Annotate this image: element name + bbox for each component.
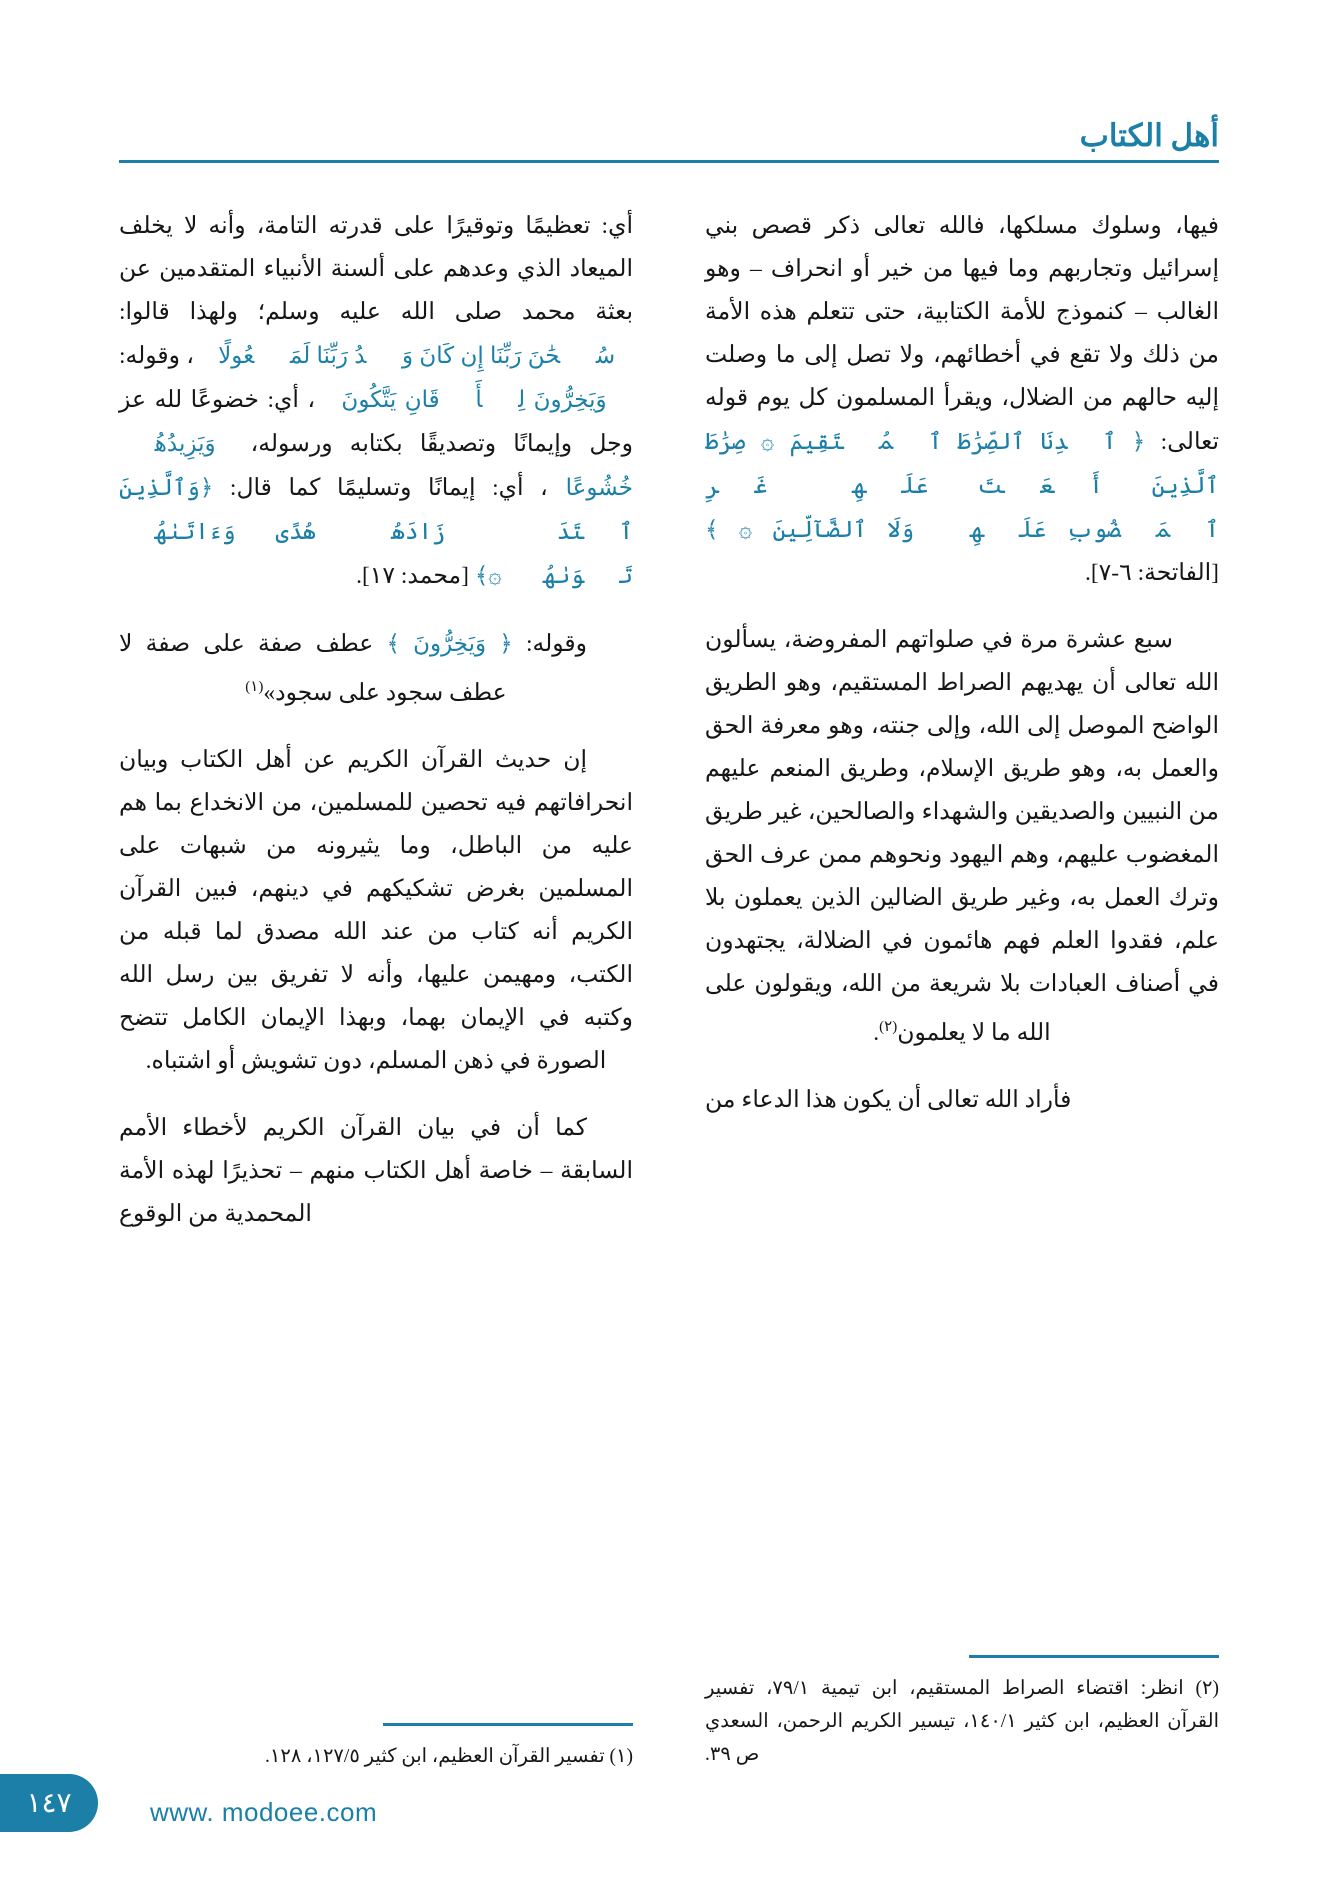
paragraph-text: إن حديث القرآن الكريم عن أهل الكتاب وبيان انحرافاتهم فيه تحصين للمسلمين، من الانخداع بما هم عليه من الباطل، وما يثيرونه من شبهات على المسلمين بغرض تشكيكهم في دينهم، فبين القرآن الكريم أنه كتاب من عند الله مصدق لما قبله من الكتب، ومهيمن عليها، وأنه لا تفريق بين رسل الله وكتبه في الإيمان بهما، وبهذا الإيمان الكامل تتضح الصورة في ذهن المسلم، دون تشويش أو اشتباه.: [119, 746, 633, 1074]
quran-verse: ﴿ وَيَخِرُّونَ ﴾: [386, 631, 513, 656]
website-url[interactable]: www. modoee.com: [150, 1797, 378, 1827]
paragraph: [705, 1079, 1219, 1122]
paragraph-text: وقوله:: [512, 631, 588, 657]
quran-verse: ﴿وَيَزِيدُهُمۡ خُشُوعًا﴾: [119, 431, 633, 500]
quran-verse: ﴿وَٱلَّذِينَ ٱهۡتَدَوۡا۟ زَادَهُمۡ هُدًى وَءَاتَىٰهُمۡ تَقۡوَىٰهُمۡ ۞﴾: [119, 475, 633, 588]
quran-verse: ﴿سُبۡحَٰنَ رَبِّنَا إِن كَانَ وَعۡدُ رَبِّنَا لَمَفۡعُولًا ﴾: [193, 343, 633, 368]
paragraph: [705, 205, 1219, 595]
connector-text: ، أي: خضوعًا لله عز وجل وإيمانًا وتصديقًا بكتابه ورسوله،: [119, 387, 633, 457]
page-number-badge: [0, 1774, 98, 1832]
quran-verse: ﴿ وَيَخِرُّونَ لِلۡأَذۡقَانِ يَتَّكُونَ ﴾: [315, 387, 633, 412]
footnote-block-left: [119, 1723, 633, 1773]
column-right: [705, 205, 1219, 1238]
footnote-divider: [383, 1723, 633, 1726]
footnote-marker: (١): [245, 679, 264, 695]
paragraph: سبع عشرة مرة في صلواتهم المفروضة، يسألون الله تعالى أن يهديهم الصراط المستقيم، وهو الطريق الواضح الموصل إلى الله، وإلى جنته، وهو معرفة الحق والعمل به، وهو طريق الإسلام، وطريق المنعم عليهم من النبيين والصديقين والشهداء والصالحين، غير طريق المغضوب عليهم، وهم اليهود ونحوهم ممن عرف الحق وترك العمل به، وغير طريق الضالين الذين يعملون بلا علم، فقدوا العلم فهم هائمون في الضلالة، يجتهدون في أصناف العبادات بلا شريعة من الله، ويقولون على الله ما لا يعلمون$^{(٢)}$.: [705, 627, 1219, 1046]
paragraph-text: أي: تعظيمًا وتوقيرًا على قدرته التامة، وأنه لا يخلف الميعاد الذي وعدهم على ألسنة الأنبياء المتقدمين عن بعثة محمد صلى الله عليه وسلم؛ ولهذا قالوا:: [119, 213, 633, 325]
footnote-marker: (٢): [879, 1019, 898, 1035]
page-header: [119, 120, 1219, 163]
footnote-text: (١) تفسير القرآن العظيم، ابن كثير ١٢٧/٥، ١٢٨.: [265, 1745, 633, 1767]
paragraph-text: فأراد الله تعالى أن يكون هذا الدعاء من: [705, 1086, 1072, 1113]
paragraph-text: عطف صفة على صفة لا عطف سجود على سجود»: [119, 631, 507, 706]
verse-reference: [محمد: ١٧].: [356, 563, 469, 589]
paragraph-text: سبع عشرة مرة في صلواتهم المفروضة، يسألون الله تعالى أن يهديهم الصراط المستقيم، وهو الطريق الواضح الموصل إلى الله، وإلى جنته، وهو معرفة الحق والعمل به، وهو طريق الإسلام، وطريق المنعم عليهم من النبيين والصديقين والشهداء والصالحين، غير طريق المغضوب عليهم، وهم اليهود ونحوهم ممن عرف الحق وترك العمل به، وغير طريق الضالين الذين يعملون بلا علم، فقدوا العلم فهم هائمون في الضلالة، يجتهدون في أصناف العبادات بلا شريعة من الله، ويقولون على الله ما لا يعلمون: [705, 627, 1219, 1046]
footnote-block-right: [705, 1655, 1219, 1771]
quran-verse: ﴿ ٱهۡدِنَا ٱلصِّرَٰطَ ٱلۡمُسۡتَقِيمَ ۞ صِرَٰطَ ٱلَّذِينَ أَنۡعَمۡتَ عَلَيۡهِمۡ غَيۡرِ ٱلۡمَغۡضُوبِ عَلَيۡهِمۡ وَلَا ٱلضَّآلِّينَ ۞ ﴾: [705, 429, 1219, 542]
book-title: أهل الكتاب: [1079, 118, 1219, 153]
header-divider: [119, 160, 1219, 163]
page-footer: [0, 1770, 1339, 1890]
footnote-text: (٢) انظر: اقتضاء الصراط المستقيم، ابن تيمية ٧٩/١، تفسير القرآن العظيم، ابن كثير ١٤٠/١، تيسير الكريم الرحمن، السعدي ص ٣٩.: [705, 1677, 1220, 1765]
footnote-divider: [969, 1655, 1219, 1658]
column-left: [119, 205, 633, 1238]
paragraph: [119, 205, 633, 598]
page-number: ١٤٧: [26, 1788, 72, 1819]
connector-text: ، وقوله:: [119, 343, 194, 369]
paragraph: [119, 739, 633, 1083]
verse-reference: [الفاتحة: ٦-٧].: [1084, 560, 1219, 586]
paragraph: [119, 1107, 633, 1236]
text-columns: [119, 205, 1219, 1238]
connector-text: ، أي: إيمانًا وتسليمًا كما قال:: [213, 475, 548, 501]
paragraph-text: كما أن في بيان القرآن الكريم لأخطاء الأمم السابقة – خاصة أهل الكتاب منهم – تحذيرًا لهذه الأمة المحمدية من الوقوع: [119, 1114, 633, 1227]
paragraph-text: فيها، وسلوك مسلكها، فالله تعالى ذكر قصص بني إسرائيل وتجاربهم وما فيها من خير أو انحراف – وهو الغالب – كنموذج للأمة الكتابية، حتى تتعلم هذه الأمة من ذلك ولا تقع في أخطائهم، ولا تصل إلى ما وصلت إليه حالهم من الضلال، ويقرأ المسلمون كل يوم قوله تعالى:: [705, 213, 1219, 455]
paragraph: [119, 622, 633, 715]
